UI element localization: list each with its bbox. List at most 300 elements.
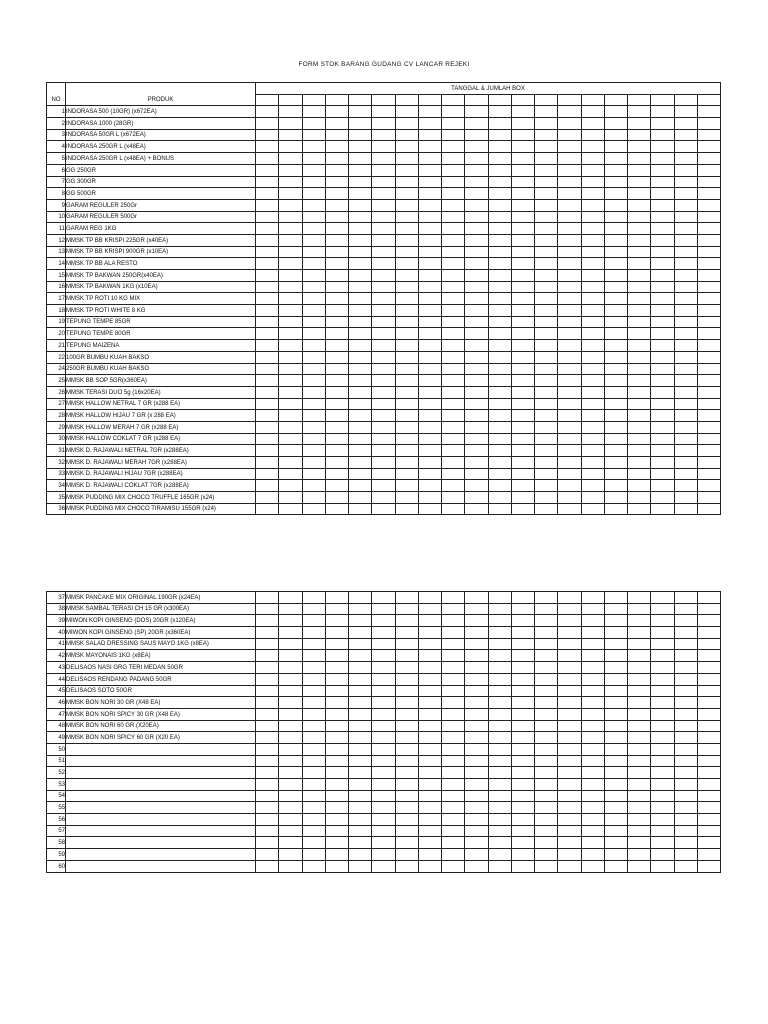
quantity-cell[interactable] bbox=[325, 615, 348, 627]
quantity-cell[interactable] bbox=[651, 860, 674, 872]
quantity-cell[interactable] bbox=[256, 802, 279, 814]
quantity-cell[interactable] bbox=[581, 445, 604, 457]
quantity-cell[interactable] bbox=[395, 234, 418, 246]
quantity-cell[interactable] bbox=[604, 164, 627, 176]
quantity-cell[interactable] bbox=[488, 340, 511, 352]
quantity-cell[interactable] bbox=[465, 825, 488, 837]
quantity-cell[interactable] bbox=[302, 199, 325, 211]
quantity-cell[interactable] bbox=[604, 732, 627, 744]
quantity-cell[interactable] bbox=[581, 223, 604, 235]
quantity-cell[interactable] bbox=[651, 503, 674, 515]
quantity-cell[interactable] bbox=[256, 106, 279, 118]
quantity-cell[interactable] bbox=[256, 615, 279, 627]
quantity-cell[interactable] bbox=[558, 234, 581, 246]
quantity-cell[interactable] bbox=[325, 223, 348, 235]
quantity-cell[interactable] bbox=[535, 492, 558, 504]
quantity-cell[interactable] bbox=[465, 270, 488, 282]
quantity-cell[interactable] bbox=[697, 398, 720, 410]
quantity-cell[interactable] bbox=[581, 433, 604, 445]
quantity-cell[interactable] bbox=[674, 767, 697, 779]
quantity-cell[interactable] bbox=[697, 685, 720, 697]
quantity-cell[interactable] bbox=[256, 790, 279, 802]
quantity-cell[interactable] bbox=[465, 351, 488, 363]
quantity-cell[interactable] bbox=[395, 837, 418, 849]
quantity-cell[interactable] bbox=[651, 246, 674, 258]
quantity-cell[interactable] bbox=[535, 743, 558, 755]
quantity-cell[interactable] bbox=[418, 398, 441, 410]
quantity-cell[interactable] bbox=[511, 246, 534, 258]
quantity-cell[interactable] bbox=[418, 697, 441, 709]
quantity-cell[interactable] bbox=[302, 445, 325, 457]
quantity-cell[interactable] bbox=[442, 176, 465, 188]
quantity-cell[interactable] bbox=[674, 386, 697, 398]
quantity-cell[interactable] bbox=[535, 503, 558, 515]
quantity-cell[interactable] bbox=[395, 673, 418, 685]
quantity-cell[interactable] bbox=[418, 386, 441, 398]
quantity-cell[interactable] bbox=[511, 141, 534, 153]
quantity-cell[interactable] bbox=[418, 433, 441, 445]
quantity-cell[interactable] bbox=[511, 445, 534, 457]
quantity-cell[interactable] bbox=[279, 480, 302, 492]
quantity-cell[interactable] bbox=[604, 814, 627, 826]
quantity-cell[interactable] bbox=[651, 106, 674, 118]
quantity-cell[interactable] bbox=[604, 837, 627, 849]
quantity-cell[interactable] bbox=[442, 118, 465, 130]
quantity-cell[interactable] bbox=[442, 270, 465, 282]
quantity-cell[interactable] bbox=[511, 627, 534, 639]
quantity-cell[interactable] bbox=[651, 849, 674, 861]
quantity-cell[interactable] bbox=[511, 305, 534, 317]
quantity-cell[interactable] bbox=[325, 492, 348, 504]
quantity-cell[interactable] bbox=[395, 814, 418, 826]
quantity-cell[interactable] bbox=[651, 708, 674, 720]
quantity-cell[interactable] bbox=[674, 258, 697, 270]
quantity-cell[interactable] bbox=[256, 293, 279, 305]
quantity-cell[interactable] bbox=[256, 129, 279, 141]
quantity-cell[interactable] bbox=[604, 755, 627, 767]
quantity-cell[interactable] bbox=[581, 199, 604, 211]
quantity-cell[interactable] bbox=[697, 457, 720, 469]
quantity-cell[interactable] bbox=[488, 258, 511, 270]
quantity-cell[interactable] bbox=[302, 802, 325, 814]
quantity-cell[interactable] bbox=[674, 457, 697, 469]
quantity-cell[interactable] bbox=[651, 164, 674, 176]
quantity-cell[interactable] bbox=[325, 398, 348, 410]
quantity-cell[interactable] bbox=[558, 141, 581, 153]
quantity-cell[interactable] bbox=[697, 480, 720, 492]
quantity-cell[interactable] bbox=[302, 118, 325, 130]
quantity-cell[interactable] bbox=[651, 480, 674, 492]
quantity-cell[interactable] bbox=[395, 860, 418, 872]
quantity-cell[interactable] bbox=[604, 492, 627, 504]
quantity-cell[interactable] bbox=[604, 211, 627, 223]
quantity-cell[interactable] bbox=[279, 790, 302, 802]
quantity-cell[interactable] bbox=[395, 141, 418, 153]
quantity-cell[interactable] bbox=[558, 328, 581, 340]
quantity-cell[interactable] bbox=[697, 433, 720, 445]
quantity-cell[interactable] bbox=[372, 129, 395, 141]
quantity-cell[interactable] bbox=[558, 825, 581, 837]
quantity-cell[interactable] bbox=[535, 281, 558, 293]
quantity-cell[interactable] bbox=[674, 410, 697, 422]
quantity-cell[interactable] bbox=[558, 592, 581, 604]
quantity-cell[interactable] bbox=[442, 837, 465, 849]
quantity-cell[interactable] bbox=[325, 199, 348, 211]
quantity-cell[interactable] bbox=[674, 790, 697, 802]
quantity-cell[interactable] bbox=[697, 153, 720, 165]
quantity-cell[interactable] bbox=[256, 340, 279, 352]
quantity-cell[interactable] bbox=[302, 234, 325, 246]
quantity-cell[interactable] bbox=[488, 316, 511, 328]
quantity-cell[interactable] bbox=[325, 328, 348, 340]
quantity-cell[interactable] bbox=[302, 603, 325, 615]
quantity-cell[interactable] bbox=[325, 129, 348, 141]
quantity-cell[interactable] bbox=[558, 732, 581, 744]
quantity-cell[interactable] bbox=[395, 638, 418, 650]
quantity-cell[interactable] bbox=[325, 246, 348, 258]
quantity-cell[interactable] bbox=[395, 849, 418, 861]
quantity-cell[interactable] bbox=[604, 615, 627, 627]
quantity-cell[interactable] bbox=[395, 281, 418, 293]
quantity-cell[interactable] bbox=[674, 188, 697, 200]
quantity-cell[interactable] bbox=[372, 468, 395, 480]
quantity-cell[interactable] bbox=[697, 732, 720, 744]
quantity-cell[interactable] bbox=[279, 199, 302, 211]
quantity-cell[interactable] bbox=[651, 421, 674, 433]
quantity-cell[interactable] bbox=[628, 421, 651, 433]
quantity-cell[interactable] bbox=[581, 480, 604, 492]
quantity-cell[interactable] bbox=[372, 316, 395, 328]
quantity-cell[interactable] bbox=[535, 141, 558, 153]
quantity-cell[interactable] bbox=[302, 767, 325, 779]
quantity-cell[interactable] bbox=[465, 328, 488, 340]
quantity-cell[interactable] bbox=[465, 849, 488, 861]
quantity-cell[interactable] bbox=[349, 375, 372, 387]
quantity-cell[interactable] bbox=[372, 849, 395, 861]
quantity-cell[interactable] bbox=[372, 410, 395, 422]
quantity-cell[interactable] bbox=[581, 153, 604, 165]
quantity-cell[interactable] bbox=[302, 106, 325, 118]
quantity-cell[interactable] bbox=[488, 767, 511, 779]
quantity-cell[interactable] bbox=[488, 860, 511, 872]
quantity-cell[interactable] bbox=[488, 421, 511, 433]
quantity-cell[interactable] bbox=[511, 351, 534, 363]
quantity-cell[interactable] bbox=[511, 638, 534, 650]
quantity-cell[interactable] bbox=[488, 211, 511, 223]
quantity-cell[interactable] bbox=[256, 480, 279, 492]
quantity-cell[interactable] bbox=[651, 603, 674, 615]
quantity-cell[interactable] bbox=[465, 814, 488, 826]
quantity-cell[interactable] bbox=[465, 410, 488, 422]
quantity-cell[interactable] bbox=[674, 755, 697, 767]
quantity-cell[interactable] bbox=[511, 199, 534, 211]
date-header-cell[interactable] bbox=[442, 94, 465, 106]
quantity-cell[interactable] bbox=[418, 129, 441, 141]
quantity-cell[interactable] bbox=[674, 802, 697, 814]
quantity-cell[interactable] bbox=[604, 106, 627, 118]
quantity-cell[interactable] bbox=[697, 141, 720, 153]
quantity-cell[interactable] bbox=[418, 281, 441, 293]
quantity-cell[interactable] bbox=[442, 375, 465, 387]
quantity-cell[interactable] bbox=[349, 363, 372, 375]
quantity-cell[interactable] bbox=[535, 106, 558, 118]
quantity-cell[interactable] bbox=[256, 650, 279, 662]
quantity-cell[interactable] bbox=[674, 153, 697, 165]
quantity-cell[interactable] bbox=[535, 118, 558, 130]
quantity-cell[interactable] bbox=[279, 445, 302, 457]
quantity-cell[interactable] bbox=[325, 234, 348, 246]
quantity-cell[interactable] bbox=[488, 720, 511, 732]
quantity-cell[interactable] bbox=[488, 662, 511, 674]
date-header-cell[interactable] bbox=[418, 94, 441, 106]
quantity-cell[interactable] bbox=[488, 351, 511, 363]
quantity-cell[interactable] bbox=[465, 673, 488, 685]
quantity-cell[interactable] bbox=[279, 141, 302, 153]
quantity-cell[interactable] bbox=[697, 316, 720, 328]
quantity-cell[interactable] bbox=[395, 293, 418, 305]
quantity-cell[interactable] bbox=[279, 662, 302, 674]
quantity-cell[interactable] bbox=[442, 386, 465, 398]
quantity-cell[interactable] bbox=[256, 410, 279, 422]
quantity-cell[interactable] bbox=[418, 118, 441, 130]
quantity-cell[interactable] bbox=[325, 340, 348, 352]
quantity-cell[interactable] bbox=[418, 615, 441, 627]
quantity-cell[interactable] bbox=[535, 685, 558, 697]
quantity-cell[interactable] bbox=[535, 410, 558, 422]
quantity-cell[interactable] bbox=[349, 164, 372, 176]
quantity-cell[interactable] bbox=[279, 153, 302, 165]
quantity-cell[interactable] bbox=[674, 814, 697, 826]
quantity-cell[interactable] bbox=[302, 316, 325, 328]
quantity-cell[interactable] bbox=[651, 410, 674, 422]
quantity-cell[interactable] bbox=[279, 638, 302, 650]
quantity-cell[interactable] bbox=[651, 281, 674, 293]
quantity-cell[interactable] bbox=[372, 188, 395, 200]
quantity-cell[interactable] bbox=[628, 592, 651, 604]
quantity-cell[interactable] bbox=[349, 246, 372, 258]
quantity-cell[interactable] bbox=[372, 375, 395, 387]
quantity-cell[interactable] bbox=[535, 615, 558, 627]
quantity-cell[interactable] bbox=[349, 779, 372, 791]
quantity-cell[interactable] bbox=[535, 258, 558, 270]
quantity-cell[interactable] bbox=[418, 603, 441, 615]
quantity-cell[interactable] bbox=[628, 340, 651, 352]
quantity-cell[interactable] bbox=[256, 118, 279, 130]
quantity-cell[interactable] bbox=[581, 164, 604, 176]
quantity-cell[interactable] bbox=[442, 673, 465, 685]
quantity-cell[interactable] bbox=[628, 603, 651, 615]
quantity-cell[interactable] bbox=[325, 779, 348, 791]
quantity-cell[interactable] bbox=[256, 732, 279, 744]
quantity-cell[interactable] bbox=[465, 720, 488, 732]
quantity-cell[interactable] bbox=[674, 305, 697, 317]
quantity-cell[interactable] bbox=[651, 176, 674, 188]
quantity-cell[interactable] bbox=[349, 176, 372, 188]
quantity-cell[interactable] bbox=[604, 468, 627, 480]
quantity-cell[interactable] bbox=[372, 433, 395, 445]
quantity-cell[interactable] bbox=[372, 176, 395, 188]
quantity-cell[interactable] bbox=[488, 849, 511, 861]
quantity-cell[interactable] bbox=[558, 118, 581, 130]
quantity-cell[interactable] bbox=[372, 708, 395, 720]
quantity-cell[interactable] bbox=[558, 351, 581, 363]
quantity-cell[interactable] bbox=[279, 305, 302, 317]
quantity-cell[interactable] bbox=[628, 697, 651, 709]
quantity-cell[interactable] bbox=[535, 673, 558, 685]
quantity-cell[interactable] bbox=[256, 328, 279, 340]
quantity-cell[interactable] bbox=[325, 849, 348, 861]
quantity-cell[interactable] bbox=[302, 223, 325, 235]
quantity-cell[interactable] bbox=[535, 732, 558, 744]
quantity-cell[interactable] bbox=[488, 627, 511, 639]
quantity-cell[interactable] bbox=[628, 188, 651, 200]
quantity-cell[interactable] bbox=[302, 638, 325, 650]
quantity-cell[interactable] bbox=[651, 743, 674, 755]
quantity-cell[interactable] bbox=[604, 480, 627, 492]
quantity-cell[interactable] bbox=[604, 627, 627, 639]
quantity-cell[interactable] bbox=[488, 790, 511, 802]
quantity-cell[interactable] bbox=[465, 697, 488, 709]
quantity-cell[interactable] bbox=[581, 386, 604, 398]
quantity-cell[interactable] bbox=[395, 363, 418, 375]
quantity-cell[interactable] bbox=[349, 492, 372, 504]
quantity-cell[interactable] bbox=[558, 503, 581, 515]
quantity-cell[interactable] bbox=[488, 164, 511, 176]
quantity-cell[interactable] bbox=[604, 398, 627, 410]
quantity-cell[interactable] bbox=[418, 246, 441, 258]
quantity-cell[interactable] bbox=[349, 421, 372, 433]
quantity-cell[interactable] bbox=[558, 755, 581, 767]
quantity-cell[interactable] bbox=[558, 433, 581, 445]
quantity-cell[interactable] bbox=[395, 708, 418, 720]
quantity-cell[interactable] bbox=[651, 433, 674, 445]
quantity-cell[interactable] bbox=[697, 351, 720, 363]
quantity-cell[interactable] bbox=[651, 468, 674, 480]
quantity-cell[interactable] bbox=[581, 129, 604, 141]
quantity-cell[interactable] bbox=[442, 592, 465, 604]
quantity-cell[interactable] bbox=[628, 223, 651, 235]
quantity-cell[interactable] bbox=[279, 779, 302, 791]
date-header-cell[interactable] bbox=[674, 94, 697, 106]
quantity-cell[interactable] bbox=[372, 480, 395, 492]
quantity-cell[interactable] bbox=[442, 627, 465, 639]
quantity-cell[interactable] bbox=[604, 790, 627, 802]
quantity-cell[interactable] bbox=[604, 410, 627, 422]
quantity-cell[interactable] bbox=[256, 246, 279, 258]
quantity-cell[interactable] bbox=[349, 825, 372, 837]
quantity-cell[interactable] bbox=[581, 697, 604, 709]
quantity-cell[interactable] bbox=[395, 503, 418, 515]
quantity-cell[interactable] bbox=[511, 421, 534, 433]
quantity-cell[interactable] bbox=[674, 223, 697, 235]
quantity-cell[interactable] bbox=[535, 767, 558, 779]
quantity-cell[interactable] bbox=[302, 421, 325, 433]
quantity-cell[interactable] bbox=[442, 188, 465, 200]
quantity-cell[interactable] bbox=[488, 445, 511, 457]
quantity-cell[interactable] bbox=[279, 860, 302, 872]
quantity-cell[interactable] bbox=[651, 351, 674, 363]
quantity-cell[interactable] bbox=[535, 457, 558, 469]
quantity-cell[interactable] bbox=[511, 211, 534, 223]
quantity-cell[interactable] bbox=[628, 445, 651, 457]
quantity-cell[interactable] bbox=[442, 814, 465, 826]
quantity-cell[interactable] bbox=[418, 340, 441, 352]
quantity-cell[interactable] bbox=[604, 650, 627, 662]
quantity-cell[interactable] bbox=[558, 176, 581, 188]
quantity-cell[interactable] bbox=[628, 351, 651, 363]
quantity-cell[interactable] bbox=[581, 802, 604, 814]
quantity-cell[interactable] bbox=[395, 223, 418, 235]
quantity-cell[interactable] bbox=[628, 164, 651, 176]
quantity-cell[interactable] bbox=[604, 258, 627, 270]
quantity-cell[interactable] bbox=[488, 685, 511, 697]
quantity-cell[interactable] bbox=[372, 650, 395, 662]
quantity-cell[interactable] bbox=[558, 638, 581, 650]
quantity-cell[interactable] bbox=[697, 767, 720, 779]
quantity-cell[interactable] bbox=[302, 743, 325, 755]
quantity-cell[interactable] bbox=[511, 767, 534, 779]
quantity-cell[interactable] bbox=[535, 398, 558, 410]
quantity-cell[interactable] bbox=[442, 258, 465, 270]
quantity-cell[interactable] bbox=[256, 825, 279, 837]
quantity-cell[interactable] bbox=[465, 638, 488, 650]
quantity-cell[interactable] bbox=[581, 650, 604, 662]
quantity-cell[interactable] bbox=[535, 188, 558, 200]
quantity-cell[interactable] bbox=[465, 118, 488, 130]
quantity-cell[interactable] bbox=[604, 188, 627, 200]
quantity-cell[interactable] bbox=[395, 615, 418, 627]
quantity-cell[interactable] bbox=[488, 480, 511, 492]
quantity-cell[interactable] bbox=[558, 363, 581, 375]
quantity-cell[interactable] bbox=[604, 457, 627, 469]
quantity-cell[interactable] bbox=[302, 814, 325, 826]
quantity-cell[interactable] bbox=[372, 720, 395, 732]
quantity-cell[interactable] bbox=[465, 258, 488, 270]
quantity-cell[interactable] bbox=[325, 860, 348, 872]
quantity-cell[interactable] bbox=[325, 697, 348, 709]
quantity-cell[interactable] bbox=[325, 176, 348, 188]
quantity-cell[interactable] bbox=[465, 755, 488, 767]
quantity-cell[interactable] bbox=[651, 492, 674, 504]
quantity-cell[interactable] bbox=[651, 767, 674, 779]
quantity-cell[interactable] bbox=[442, 802, 465, 814]
quantity-cell[interactable] bbox=[488, 592, 511, 604]
quantity-cell[interactable] bbox=[651, 802, 674, 814]
quantity-cell[interactable] bbox=[535, 328, 558, 340]
quantity-cell[interactable] bbox=[302, 708, 325, 720]
quantity-cell[interactable] bbox=[465, 211, 488, 223]
quantity-cell[interactable] bbox=[418, 814, 441, 826]
quantity-cell[interactable] bbox=[697, 743, 720, 755]
quantity-cell[interactable] bbox=[535, 825, 558, 837]
quantity-cell[interactable] bbox=[372, 340, 395, 352]
quantity-cell[interactable] bbox=[604, 433, 627, 445]
quantity-cell[interactable] bbox=[581, 743, 604, 755]
date-header-cell[interactable] bbox=[581, 94, 604, 106]
quantity-cell[interactable] bbox=[442, 743, 465, 755]
quantity-cell[interactable] bbox=[418, 767, 441, 779]
quantity-cell[interactable] bbox=[325, 743, 348, 755]
quantity-cell[interactable] bbox=[628, 767, 651, 779]
quantity-cell[interactable] bbox=[442, 603, 465, 615]
quantity-cell[interactable] bbox=[488, 281, 511, 293]
quantity-cell[interactable] bbox=[395, 755, 418, 767]
quantity-cell[interactable] bbox=[302, 592, 325, 604]
quantity-cell[interactable] bbox=[581, 720, 604, 732]
quantity-cell[interactable] bbox=[256, 445, 279, 457]
quantity-cell[interactable] bbox=[372, 627, 395, 639]
quantity-cell[interactable] bbox=[488, 270, 511, 282]
